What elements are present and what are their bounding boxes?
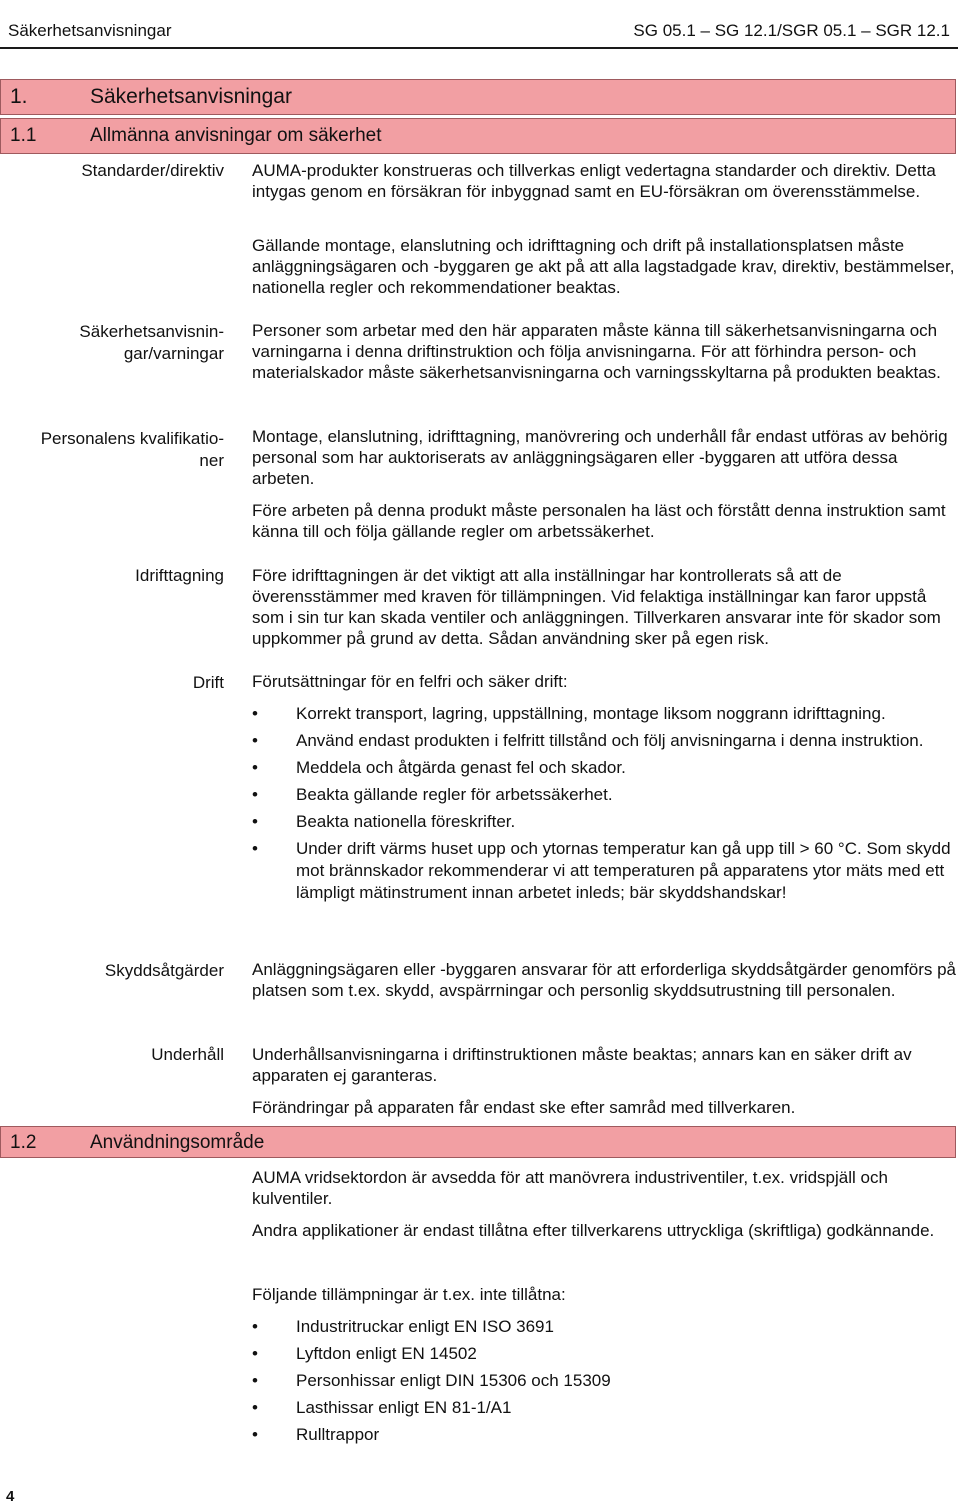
list-item: • Lasthissar enligt EN 81-1/A1 bbox=[252, 1398, 512, 1417]
page-number: 4 bbox=[6, 1488, 15, 1505]
section-number: 1.1 bbox=[10, 125, 37, 146]
section-number: 1.2 bbox=[10, 1132, 37, 1153]
running-header-model: SG 05.1 – SG 12.1/SGR 05.1 – SGR 12.1 bbox=[633, 21, 950, 40]
bullet-icon: • bbox=[252, 839, 258, 858]
label-operation: Drift bbox=[192, 673, 224, 692]
operation-list bbox=[252, 703, 956, 909]
list-item: • Personhissar enligt DIN 15306 och 15309 bbox=[252, 1371, 611, 1390]
paragraph-maintenance-1: Underhållsanvisningarna i driftinstruktionen måste beaktas; annars kan en säker drift av apparaten ej garanteras. bbox=[252, 1045, 912, 1085]
section-title: Användningsområde bbox=[90, 1132, 265, 1153]
label-protective: Skyddsåtgärder bbox=[104, 961, 224, 980]
paragraph-standards-2: Gällande montage, elanslutning och idrifttagning och drift på installationsplatsen måste anläggningsägaren och -byggaren ge akt på att alla lagstadgade krav, direktiv, bestämmelser, nationella regler och rekommendationer beaktas. bbox=[252, 236, 955, 297]
list-item: • Beakta nationella föreskrifter. bbox=[252, 812, 516, 831]
bullet-icon: • bbox=[252, 1425, 258, 1444]
paragraph-safety: Personer som arbetar med den här apparaten måste känna till säkerhetsanvisningarna och varningarna i denna driftinstruktion och följa anvisningarna. För att förhindra person- och materialskador måste säkerhetsanvisningarna och varningsskyltarna på produkten beaktas. bbox=[252, 321, 941, 382]
bullet-icon: • bbox=[252, 1317, 258, 1336]
bullet-icon: • bbox=[252, 1344, 258, 1363]
header-divider bbox=[0, 47, 958, 49]
bullet-icon: • bbox=[252, 704, 258, 723]
chapter-number: 1. bbox=[10, 85, 28, 108]
list-item: • Använd endast produkten i felfritt tillstånd och följ anvisningarna i denna instruktion. bbox=[252, 731, 924, 750]
section-title: Allmänna anvisningar om säkerhet bbox=[90, 125, 382, 146]
label-standards: Standarder/direktiv bbox=[81, 161, 224, 180]
label-personnel-line2: ner bbox=[199, 451, 224, 470]
list-item: • Under drift värms huset upp och ytornas temperatur kan gå upp till > 60 °C. Som skydd mot brännskador rekommenderar vi att temperaturen på apparatens ytor mäts med ett lämpligt mätinstrument innan arbetet inleds; bär skyddshandskar! bbox=[252, 839, 951, 902]
bullet-icon: • bbox=[252, 785, 258, 804]
bullet-icon: • bbox=[252, 758, 258, 777]
label-personnel bbox=[0, 428, 224, 472]
list-item: • Korrekt transport, lagring, uppställning, montage liksom noggrann idrifttagning. bbox=[252, 704, 886, 723]
label-safety bbox=[0, 321, 224, 365]
usage-list bbox=[252, 1316, 956, 1451]
section-heading-usage bbox=[10, 1132, 264, 1154]
list-item: • Industritruckar enligt EN ISO 3691 bbox=[252, 1317, 554, 1336]
bullet-icon: • bbox=[252, 812, 258, 831]
paragraph-usage-2: Andra applikationer är endast tillåtna efter tillverkarens uttryckliga (skriftliga) godkännande. bbox=[252, 1221, 935, 1240]
bullet-icon: • bbox=[252, 731, 258, 750]
list-item: • Rulltrappor bbox=[252, 1425, 380, 1444]
bullet-icon: • bbox=[252, 1398, 258, 1417]
chapter-heading bbox=[10, 85, 292, 109]
label-commissioning: Idrifttagning bbox=[135, 566, 224, 585]
list-item: • Meddela och åtgärda genast fel och skador. bbox=[252, 758, 626, 777]
paragraph-operation-intro: Förutsättningar för en felfri och säker drift: bbox=[252, 672, 568, 691]
paragraph-maintenance-2: Förändringar på apparaten får endast ske efter samråd med tillverkaren. bbox=[252, 1098, 796, 1117]
chapter-title: Säkerhetsanvisningar bbox=[90, 85, 292, 108]
paragraph-usage-1: AUMA vridsektordon är avsedda för att manövrera industriventiler, t.ex. vridspjäll och kulventiler. bbox=[252, 1168, 888, 1208]
running-header-title: Säkerhetsanvisningar bbox=[8, 21, 172, 40]
list-item: • Lyftdon enligt EN 14502 bbox=[252, 1344, 477, 1363]
paragraph-usage-3: Följande tillämpningar är t.ex. inte tillåtna: bbox=[252, 1285, 566, 1304]
list-item: • Beakta gällande regler för arbetssäkerhet. bbox=[252, 785, 613, 804]
paragraph-personnel-1: Montage, elanslutning, idrifttagning, manövrering och underhåll får endast utföras av behörig personal som har auktoriserats av anläggningsägaren eller -byggaren att utföra dessa arbeten. bbox=[252, 427, 948, 488]
label-safety-line2: gar/varningar bbox=[123, 344, 224, 363]
paragraph-protective: Anläggningsägaren eller -byggaren ansvarar för att erforderliga skyddsåtgärder genomförs på platsen som t.ex. skydd, avspärrningar och personlig skyddsutrustning till personalen. bbox=[252, 960, 957, 1000]
paragraph-personnel-2: Före arbeten på denna produkt måste personalen ha läst och förstått denna instruktion samt känna till och följa gällande regler om arbetssäkerhet. bbox=[252, 501, 946, 541]
paragraph-standards-1: AUMA-produkter konstrueras och tillverkas enligt vedertagna standarder och direktiv. Detta intygas genom en försäkran för inbyggnad samt en EU-försäkran om överensstämmelse. bbox=[252, 161, 936, 201]
section-heading bbox=[10, 125, 382, 147]
paragraph-commissioning: Före idrifttagningen är det viktigt att alla inställningar har kontrollerats så att de överensstämmer med kraven för tillämpningen. Vid felaktiga inställningar kan faror uppstå som i sin tur kan skada ventiler och anläggningen. Tillverkaren ansvarar inte för skador som uppkommer på grund av detta. Sådan användning sker på egen risk. bbox=[252, 566, 941, 648]
label-personnel-line1: Personalens kvalifikatio- bbox=[40, 429, 224, 448]
bullet-icon: • bbox=[252, 1371, 258, 1390]
label-maintenance: Underhåll bbox=[151, 1045, 224, 1064]
label-safety-line1: Säkerhetsanvisnin- bbox=[79, 322, 224, 341]
